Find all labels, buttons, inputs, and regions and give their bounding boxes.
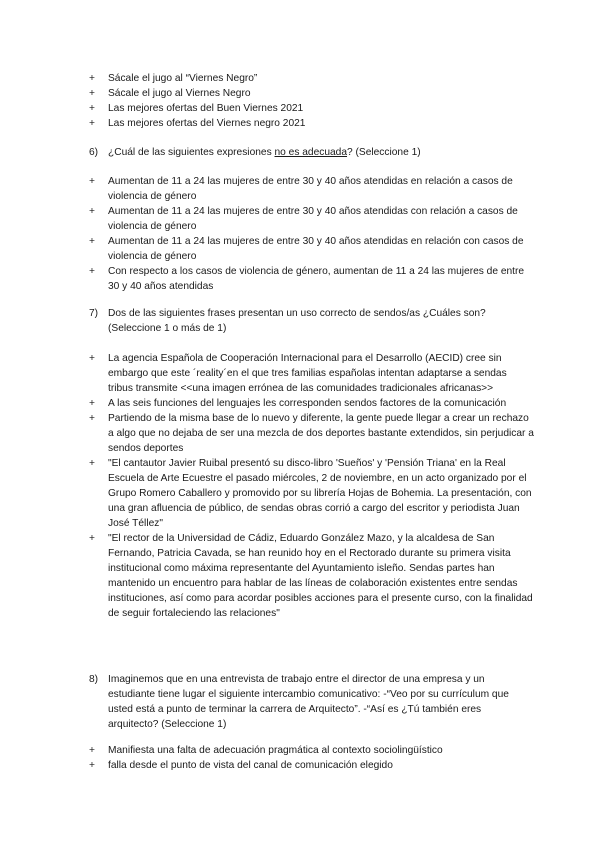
option-item[interactable] (89, 396, 534, 411)
option-item[interactable] (89, 174, 534, 204)
option-text: Con respecto a los casos de violencia de género, aumentan de 11 a 24 las mujeres de entre 30 y 40 años atendidas (108, 266, 525, 292)
option-item[interactable] (89, 101, 534, 116)
question-text-underlined: no es adecuada (274, 147, 348, 158)
question-6 (89, 145, 534, 160)
question-7 (89, 306, 534, 336)
bullet: + (89, 103, 95, 114)
option-text: Sácale el jugo al Viernes Negro (108, 88, 251, 99)
question-text-prefix: ¿Cuál de las siguientes expresiones (108, 147, 275, 158)
option-item[interactable] (89, 264, 534, 294)
option-text: falla desde el punto de vista del canal de comunicación elegido (108, 760, 393, 771)
options-list-q6 (89, 174, 534, 294)
option-text: Sácale el jugo al “Viernes Negro” (108, 73, 258, 84)
bullet: + (89, 398, 95, 409)
bullet: + (89, 413, 95, 424)
bullet: + (89, 266, 95, 277)
option-text: Partiendo de la misma base de lo nuevo y diferente, la gente puede llegar a crear un rechazo a algo que no dejaba de ser una mezcla de dos deportes bastante extendidos, sin perjudicar a sendos deportes (108, 413, 534, 454)
question-text-suffix: ? (Seleccione 1) (347, 147, 421, 158)
option-item[interactable] (89, 86, 534, 101)
option-text: "El rector de la Universidad de Cádiz, Eduardo González Mazo, y la alcaldesa de San Fernando, Patricia Cavada, se han reunido hoy en el Rectorado durante su primera visita institucional como máxima representante del Ayuntamiento isleño. Sendas partes han mantenido un encuentro para hablar de las líneas de colaboración existentes entre sendas instituciones, así como para acordar posibles acciones para el presente curso, con la finalidad de seguir fortaleciendo las relaciones" (108, 533, 533, 619)
question-text: Dos de las siguientes frases presentan un uso correcto de sendos/as ¿Cuáles son? (Seleccione 1 o más de 1) (108, 308, 486, 334)
bullet: + (89, 353, 95, 364)
option-item[interactable] (89, 743, 534, 758)
bullet: + (89, 206, 95, 217)
question-number: 7) (89, 308, 99, 319)
option-text: "El cantautor Javier Ruibal presentó su disco-libro 'Sueños' y 'Pensión Triana' en la Real Escuela de Arte Ecuestre el pasado miércoles, 2 de noviembre, en un acto organizado por el Grupo Romero Caballero y promovido por su librería Hojas de Bohemia. La presentación, con una gran afluencia de público, de sendas obras corrió a cargo del escritor y periodista Juan José Téllez" (108, 458, 532, 529)
option-item[interactable] (89, 411, 534, 456)
option-item[interactable] (89, 116, 534, 131)
option-item[interactable] (89, 456, 534, 531)
option-item[interactable] (89, 234, 534, 264)
question-8 (89, 672, 534, 732)
option-text: Manifiesta una falta de adecuación pragmática al contexto sociolingüístico (108, 745, 443, 756)
bullet: + (89, 745, 95, 756)
question-text: Imaginemos que en una entrevista de trabajo entre el director de una empresa y un estudiante tiene lugar el siguiente intercambio comunicativo: -“Veo por su currículum que usted está a punto de terminar la carrera de Arquitecto”. -“Así es ¿Tú también eres arquitecto? (Seleccione 1) (108, 674, 509, 730)
option-text: Aumentan de 11 a 24 las mujeres de entre 30 y 40 años atendidas en relación a casos de violencia de género (108, 176, 513, 202)
option-item[interactable] (89, 71, 534, 86)
option-item[interactable] (89, 204, 534, 234)
option-text: Las mejores ofertas del Buen Viernes 2021 (108, 103, 304, 114)
options-list-previous (89, 71, 534, 131)
options-list-q7 (89, 351, 534, 621)
bullet: + (89, 88, 95, 99)
option-item[interactable] (89, 531, 534, 621)
option-text: La agencia Española de Cooperación Internacional para el Desarrollo (AECID) cree sin embargo que este ´reality´en el que tres familias españolas intentan adaptarse a sendas tribus transmite <<una imagen errónea de las comunidades tradicionales africanas>> (108, 353, 507, 394)
option-text: Aumentan de 11 a 24 las mujeres de entre 30 y 40 años atendidas en relación con casos de violencia de género (108, 236, 524, 262)
option-item[interactable] (89, 758, 534, 773)
bullet: + (89, 760, 95, 771)
bullet: + (89, 176, 95, 187)
options-list-q8 (89, 743, 534, 773)
bullet: + (89, 118, 95, 129)
question-number: 6) (89, 147, 99, 158)
question-number: 8) (89, 674, 99, 685)
bullet: + (89, 236, 95, 247)
bullet: + (89, 458, 95, 469)
option-text: Las mejores ofertas del Viernes negro 2021 (108, 118, 306, 129)
bullet: + (89, 533, 95, 544)
option-text: A las seis funciones del lenguajes les corresponden sendos factores de la comunicación (108, 398, 507, 409)
bullet: + (89, 73, 95, 84)
question-text (89, 145, 534, 160)
option-item[interactable] (89, 351, 534, 396)
option-text: Aumentan de 11 a 24 las mujeres de entre 30 y 40 años atendidas con relación a casos de violencia de género (108, 206, 518, 232)
